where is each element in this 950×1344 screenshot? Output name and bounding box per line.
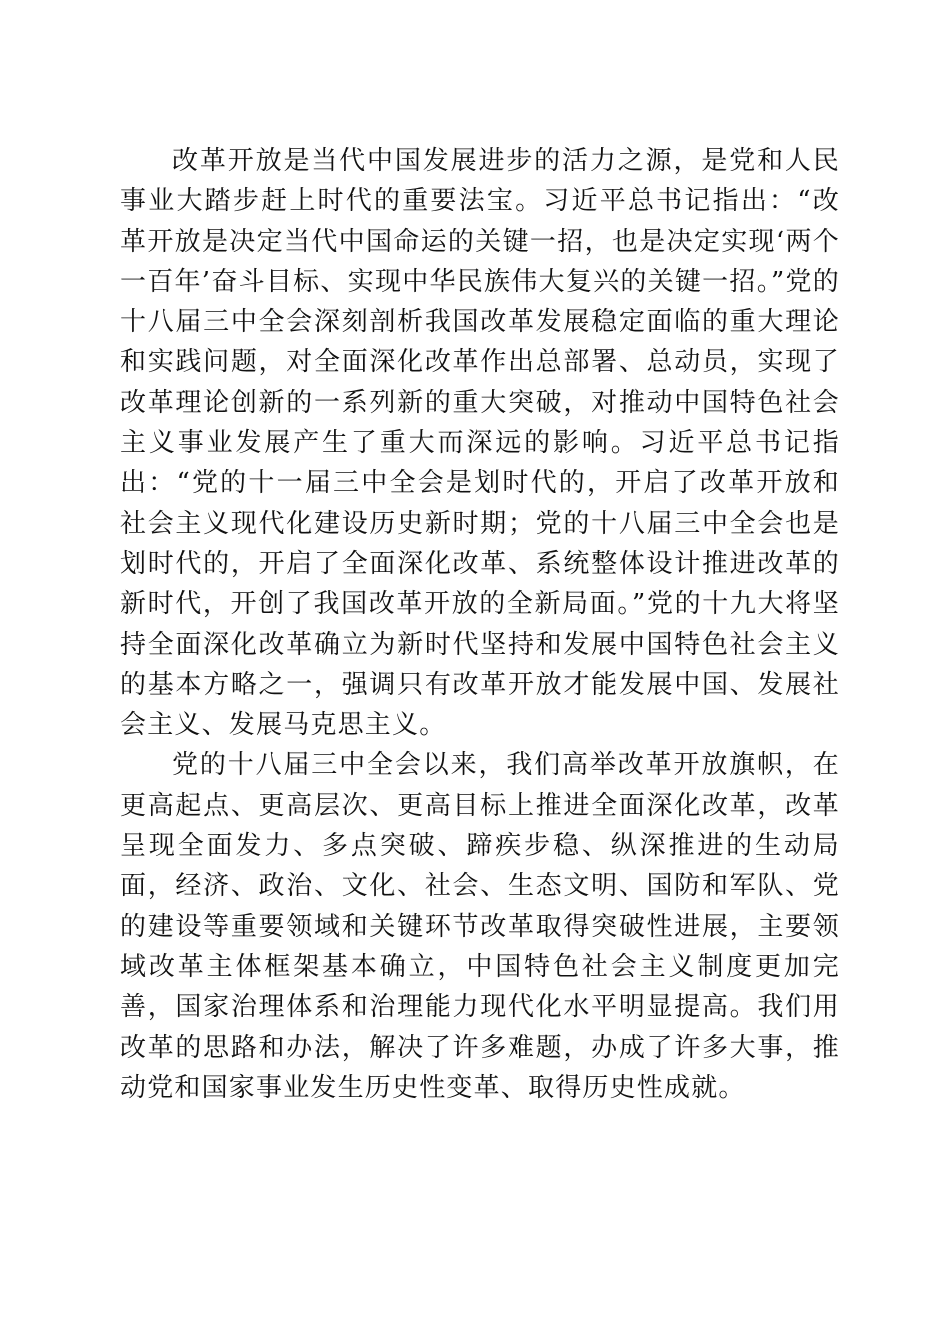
- document-body: [120, 141, 840, 1108]
- paragraph: 党的十八届三中全会以来，我们高举改革开放旗帜，在更高起点、更高层次、更高目标上推进全面深化改革，改革呈现全面发力、多点突破、蹄疾步稳、纵深推进的生动局面，经济、政治、文化、社会、生态文明、国防和军队、党的建设等重要领域和关键环节改革取得突破性进展，主要领域改革主体框架基本确立，中国特色社会主义制度更加完善，国家治理体系和治理能力现代化水平明显提高。我们用改革的思路和办法，解决了许多难题，办成了许多大事，推动党和国家事业发生历史性变革、取得历史性成就。: [120, 750, 840, 1103]
- paragraph: 改革开放是当代中国发展进步的活力之源，是党和人民事业大踏步赶上时代的重要法宝。习近平总书记指出：“改革开放是决定当代中国命运的关键一招，也是决定实现‘两个一百年’奋斗目标、实现中华民族伟大复兴的关键一招。”党的十八届三中全会深刻剖析我国改革发展稳定面临的重大理论和实践问题，对全面深化改革作出总部署、总动员，实现了改革理论创新的一系列新的重大突破，对推动中国特色社会主义事业发展产生了重大而深远的影响。习近平总书记指出：“党的十一届三中全会是划时代的，开启了改革开放和社会主义现代化建设历史新时期；党的十八届三中全会也是划时代的，开启了全面深化改革、系统整体设计推进改革的新时代，开创了我国改革开放的全新局面。”党的十九大将坚持全面深化改革确立为新时代坚持和发展中国特色社会主义的基本方略之一，强调只有改革开放才能发展中国、发展社会主义、发展马克思主义。: [120, 146, 840, 741]
